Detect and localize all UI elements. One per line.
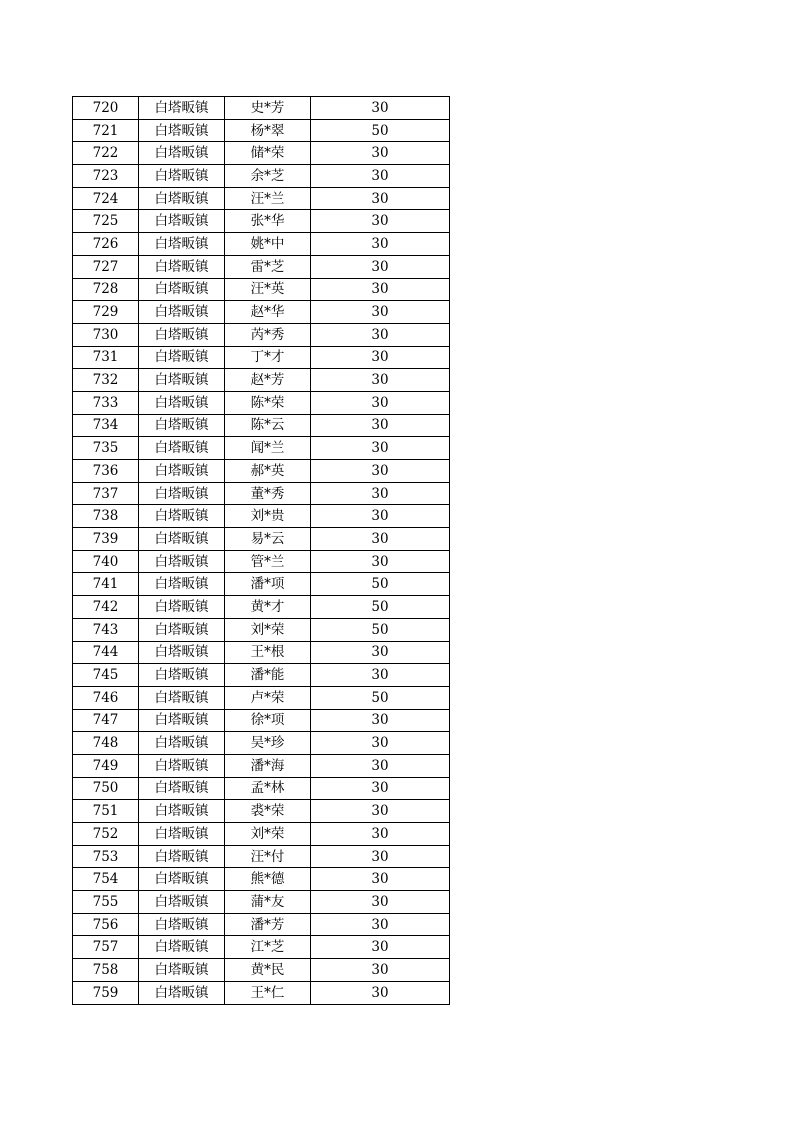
row-number-cell: 746 — [73, 686, 139, 709]
table-row — [73, 233, 450, 256]
town-cell: 白塔畈镇 — [139, 754, 225, 777]
row-number-cell: 753 — [73, 845, 139, 868]
amount-cell: 30 — [311, 800, 450, 823]
name-cell: 雷*芝 — [225, 255, 311, 278]
data-table — [72, 96, 450, 1005]
name-cell: 潘*芳 — [225, 913, 311, 936]
table-row — [73, 936, 450, 959]
amount-cell: 30 — [311, 233, 450, 256]
table-row — [73, 573, 450, 596]
amount-cell: 30 — [311, 142, 450, 165]
table-row — [73, 754, 450, 777]
amount-cell: 30 — [311, 959, 450, 982]
table-row — [73, 482, 450, 505]
name-cell: 吴*珍 — [225, 732, 311, 755]
row-number-cell: 720 — [73, 97, 139, 120]
table-row — [73, 323, 450, 346]
town-cell: 白塔畈镇 — [139, 301, 225, 324]
table-row — [73, 505, 450, 528]
amount-cell: 30 — [311, 754, 450, 777]
table-row — [73, 981, 450, 1004]
name-cell: 徐*项 — [225, 709, 311, 732]
name-cell: 汪*兰 — [225, 187, 311, 210]
row-number-cell: 751 — [73, 800, 139, 823]
amount-cell: 30 — [311, 391, 450, 414]
amount-cell: 30 — [311, 301, 450, 324]
town-cell: 白塔畈镇 — [139, 936, 225, 959]
amount-cell: 30 — [311, 460, 450, 483]
town-cell: 白塔畈镇 — [139, 641, 225, 664]
name-cell: 黄*才 — [225, 596, 311, 619]
amount-cell: 30 — [311, 913, 450, 936]
row-number-cell: 759 — [73, 981, 139, 1004]
table-row — [73, 278, 450, 301]
amount-cell: 30 — [311, 505, 450, 528]
table-row — [73, 142, 450, 165]
table-row — [73, 210, 450, 233]
name-cell: 刘*荣 — [225, 823, 311, 846]
row-number-cell: 733 — [73, 391, 139, 414]
table-body — [73, 97, 450, 1005]
name-cell: 董*秀 — [225, 482, 311, 505]
row-number-cell: 722 — [73, 142, 139, 165]
row-number-cell: 723 — [73, 165, 139, 188]
row-number-cell: 749 — [73, 754, 139, 777]
town-cell: 白塔畈镇 — [139, 323, 225, 346]
table-row — [73, 709, 450, 732]
name-cell: 郝*英 — [225, 460, 311, 483]
town-cell: 白塔畈镇 — [139, 187, 225, 210]
row-number-cell: 740 — [73, 550, 139, 573]
table-row — [73, 891, 450, 914]
row-number-cell: 736 — [73, 460, 139, 483]
row-number-cell: 732 — [73, 369, 139, 392]
table-row — [73, 437, 450, 460]
row-number-cell: 738 — [73, 505, 139, 528]
table-row — [73, 823, 450, 846]
table-row — [73, 845, 450, 868]
town-cell: 白塔畈镇 — [139, 845, 225, 868]
row-number-cell: 739 — [73, 528, 139, 551]
amount-cell: 30 — [311, 369, 450, 392]
amount-cell: 30 — [311, 732, 450, 755]
table-row — [73, 913, 450, 936]
row-number-cell: 756 — [73, 913, 139, 936]
amount-cell: 30 — [311, 210, 450, 233]
table-row — [73, 391, 450, 414]
name-cell: 汪*付 — [225, 845, 311, 868]
row-number-cell: 742 — [73, 596, 139, 619]
row-number-cell: 750 — [73, 777, 139, 800]
town-cell: 白塔畈镇 — [139, 346, 225, 369]
amount-cell: 30 — [311, 414, 450, 437]
town-cell: 白塔畈镇 — [139, 959, 225, 982]
amount-cell: 30 — [311, 709, 450, 732]
name-cell: 黄*民 — [225, 959, 311, 982]
row-number-cell: 724 — [73, 187, 139, 210]
table-row — [73, 414, 450, 437]
table-row — [73, 369, 450, 392]
row-number-cell: 728 — [73, 278, 139, 301]
amount-cell: 30 — [311, 823, 450, 846]
name-cell: 陈*荣 — [225, 391, 311, 414]
row-number-cell: 755 — [73, 891, 139, 914]
town-cell: 白塔畈镇 — [139, 528, 225, 551]
name-cell: 王*根 — [225, 641, 311, 664]
row-number-cell: 737 — [73, 482, 139, 505]
table-row — [73, 460, 450, 483]
name-cell: 江*芝 — [225, 936, 311, 959]
town-cell: 白塔畈镇 — [139, 414, 225, 437]
town-cell: 白塔畈镇 — [139, 255, 225, 278]
name-cell: 丁*才 — [225, 346, 311, 369]
table-row — [73, 686, 450, 709]
town-cell: 白塔畈镇 — [139, 391, 225, 414]
table-row — [73, 165, 450, 188]
town-cell: 白塔畈镇 — [139, 119, 225, 142]
table-row — [73, 868, 450, 891]
row-number-cell: 729 — [73, 301, 139, 324]
town-cell: 白塔畈镇 — [139, 686, 225, 709]
amount-cell: 30 — [311, 346, 450, 369]
amount-cell: 30 — [311, 278, 450, 301]
town-cell: 白塔畈镇 — [139, 981, 225, 1004]
row-number-cell: 757 — [73, 936, 139, 959]
name-cell: 刘*荣 — [225, 618, 311, 641]
row-number-cell: 744 — [73, 641, 139, 664]
name-cell: 赵*华 — [225, 301, 311, 324]
name-cell: 刘*贵 — [225, 505, 311, 528]
town-cell: 白塔畈镇 — [139, 732, 225, 755]
town-cell: 白塔畈镇 — [139, 777, 225, 800]
table-row — [73, 550, 450, 573]
town-cell: 白塔畈镇 — [139, 210, 225, 233]
table-row — [73, 777, 450, 800]
town-cell: 白塔畈镇 — [139, 573, 225, 596]
amount-cell: 50 — [311, 573, 450, 596]
table-row — [73, 187, 450, 210]
name-cell: 芮*秀 — [225, 323, 311, 346]
amount-cell: 30 — [311, 550, 450, 573]
town-cell: 白塔畈镇 — [139, 891, 225, 914]
town-cell: 白塔畈镇 — [139, 369, 225, 392]
row-number-cell: 735 — [73, 437, 139, 460]
town-cell: 白塔畈镇 — [139, 664, 225, 687]
name-cell: 易*云 — [225, 528, 311, 551]
name-cell: 潘*能 — [225, 664, 311, 687]
name-cell: 姚*中 — [225, 233, 311, 256]
town-cell: 白塔畈镇 — [139, 550, 225, 573]
amount-cell: 50 — [311, 686, 450, 709]
name-cell: 杨*翠 — [225, 119, 311, 142]
name-cell: 汪*英 — [225, 278, 311, 301]
table-row — [73, 641, 450, 664]
name-cell: 赵*芳 — [225, 369, 311, 392]
amount-cell: 30 — [311, 97, 450, 120]
amount-cell: 30 — [311, 936, 450, 959]
name-cell: 潘*海 — [225, 754, 311, 777]
town-cell: 白塔畈镇 — [139, 97, 225, 120]
row-number-cell: 754 — [73, 868, 139, 891]
name-cell: 熊*德 — [225, 868, 311, 891]
town-cell: 白塔畈镇 — [139, 823, 225, 846]
table-row — [73, 664, 450, 687]
amount-cell: 30 — [311, 323, 450, 346]
name-cell: 裘*荣 — [225, 800, 311, 823]
name-cell: 余*芝 — [225, 165, 311, 188]
row-number-cell: 730 — [73, 323, 139, 346]
amount-cell: 30 — [311, 482, 450, 505]
town-cell: 白塔畈镇 — [139, 165, 225, 188]
name-cell: 潘*项 — [225, 573, 311, 596]
row-number-cell: 725 — [73, 210, 139, 233]
row-number-cell: 747 — [73, 709, 139, 732]
amount-cell: 50 — [311, 618, 450, 641]
amount-cell: 30 — [311, 255, 450, 278]
amount-cell: 30 — [311, 981, 450, 1004]
table-row — [73, 618, 450, 641]
town-cell: 白塔畈镇 — [139, 460, 225, 483]
amount-cell: 30 — [311, 528, 450, 551]
amount-cell: 30 — [311, 845, 450, 868]
table-row — [73, 596, 450, 619]
amount-cell: 50 — [311, 596, 450, 619]
row-number-cell: 752 — [73, 823, 139, 846]
table-row — [73, 959, 450, 982]
table-row — [73, 528, 450, 551]
table-row — [73, 119, 450, 142]
amount-cell: 30 — [311, 868, 450, 891]
town-cell: 白塔畈镇 — [139, 233, 225, 256]
row-number-cell: 741 — [73, 573, 139, 596]
town-cell: 白塔畈镇 — [139, 618, 225, 641]
name-cell: 张*华 — [225, 210, 311, 233]
amount-cell: 30 — [311, 437, 450, 460]
town-cell: 白塔畈镇 — [139, 868, 225, 891]
name-cell: 蒲*友 — [225, 891, 311, 914]
town-cell: 白塔畈镇 — [139, 913, 225, 936]
table-row — [73, 255, 450, 278]
row-number-cell: 758 — [73, 959, 139, 982]
row-number-cell: 731 — [73, 346, 139, 369]
amount-cell: 30 — [311, 641, 450, 664]
amount-cell: 30 — [311, 187, 450, 210]
row-number-cell: 726 — [73, 233, 139, 256]
town-cell: 白塔畈镇 — [139, 142, 225, 165]
name-cell: 管*兰 — [225, 550, 311, 573]
row-number-cell: 745 — [73, 664, 139, 687]
table-row — [73, 732, 450, 755]
amount-cell: 30 — [311, 165, 450, 188]
amount-cell: 50 — [311, 119, 450, 142]
name-cell: 闻*兰 — [225, 437, 311, 460]
row-number-cell: 743 — [73, 618, 139, 641]
town-cell: 白塔畈镇 — [139, 596, 225, 619]
table-row — [73, 301, 450, 324]
row-number-cell: 721 — [73, 119, 139, 142]
name-cell: 史*芳 — [225, 97, 311, 120]
town-cell: 白塔畈镇 — [139, 505, 225, 528]
town-cell: 白塔畈镇 — [139, 278, 225, 301]
table-row — [73, 97, 450, 120]
row-number-cell: 727 — [73, 255, 139, 278]
town-cell: 白塔畈镇 — [139, 482, 225, 505]
name-cell: 孟*林 — [225, 777, 311, 800]
amount-cell: 30 — [311, 664, 450, 687]
amount-cell: 30 — [311, 891, 450, 914]
table-row — [73, 346, 450, 369]
town-cell: 白塔畈镇 — [139, 800, 225, 823]
table-row — [73, 800, 450, 823]
amount-cell: 30 — [311, 777, 450, 800]
row-number-cell: 748 — [73, 732, 139, 755]
name-cell: 陈*云 — [225, 414, 311, 437]
name-cell: 卢*荣 — [225, 686, 311, 709]
row-number-cell: 734 — [73, 414, 139, 437]
town-cell: 白塔畈镇 — [139, 709, 225, 732]
name-cell: 储*荣 — [225, 142, 311, 165]
town-cell: 白塔畈镇 — [139, 437, 225, 460]
name-cell: 王*仁 — [225, 981, 311, 1004]
